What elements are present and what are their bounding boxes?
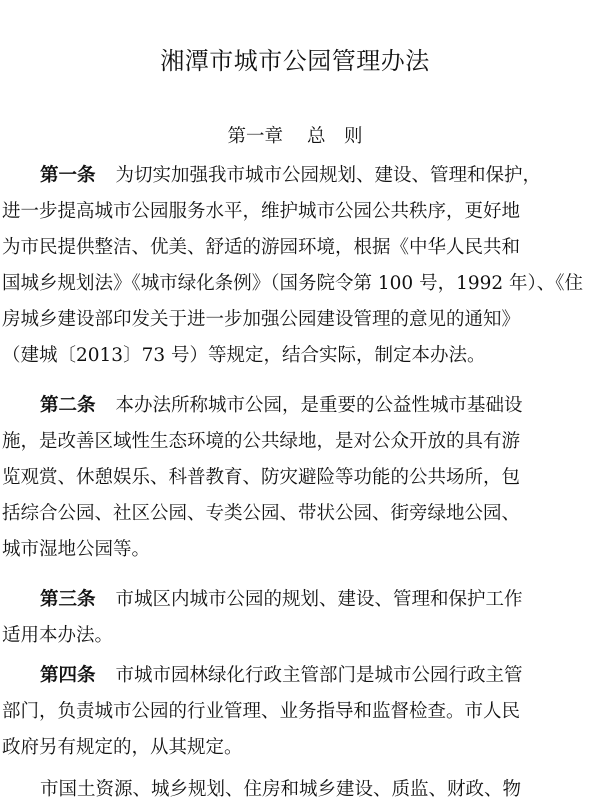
continuation-line: 市国土资源、城乡规划、住房和城乡建设、质监、财政、物: [40, 779, 522, 800]
article-4-line-3: 政府另有规定的，从其规定。: [2, 737, 243, 758]
article-3-line-2: 适用本办法。: [2, 625, 114, 646]
article-2-line-4: 括综合公园、社区公园、专类公园、带状公园、街旁绿地公园、: [2, 503, 521, 524]
article-3-label: 第三条: [40, 589, 96, 610]
chapter-label: 第一章: [227, 126, 283, 147]
article-2-line-5: 城市湿地公园等。: [2, 539, 151, 560]
article-1-line-4: 国城乡规划法》《城市绿化条例》（国务院令第 100 号，1992 年）、《住: [2, 273, 584, 294]
article-2-line-3: 览观赏、休憩娱乐、科普教育、防灾避险等功能的公共场所，包: [2, 467, 521, 488]
article-1-line-3: 为市民提供整洁、优美、舒适的游园环境，根据《中华人民共和: [2, 237, 521, 258]
document-title: 湘潭市城市公园管理办法: [160, 47, 430, 75]
article-4-line-2: 部门，负责城市公园的行业管理、业务指导和监督检查。市人民: [2, 701, 521, 722]
article-1-label: 第一条: [40, 165, 96, 186]
chapter-heading: [0, 124, 590, 150]
article-1-line-1: [40, 158, 541, 194]
article-2-line-1: [40, 388, 523, 424]
article-1-line-5: 房城乡建设部印发关于进一步加强公园建设管理的意见的通知》: [2, 309, 521, 330]
article-3-text-1: 市城区内城市公园的规划、建设、管理和保护工作: [115, 589, 523, 610]
chapter-name: 总 则: [307, 126, 363, 147]
article-4-label: 第四条: [40, 665, 96, 686]
article-2-label: 第二条: [40, 395, 96, 416]
article-2-text-1: 本办法所称城市公园，是重要的公益性城市基础设: [115, 395, 523, 416]
article-1-line-6: （建城〔2013〕73 号）等规定，结合实际，制定本办法。: [2, 345, 486, 366]
article-2-line-2: 施，是改善区域性生态环境的公共绿地，是对公众开放的具有游: [2, 431, 521, 452]
article-1-line-2: 进一步提高城市公园服务水平，维护城市公园公共秩序，更好地: [2, 201, 521, 222]
article-4-line-1: [40, 658, 523, 694]
article-4-text-1: 市城市园林绿化行政主管部门是城市公园行政主管: [115, 665, 523, 686]
article-3-line-1: [40, 582, 523, 618]
article-1-text-1: 为切实加强我市城市公园规划、建设、管理和保护，: [115, 165, 542, 186]
